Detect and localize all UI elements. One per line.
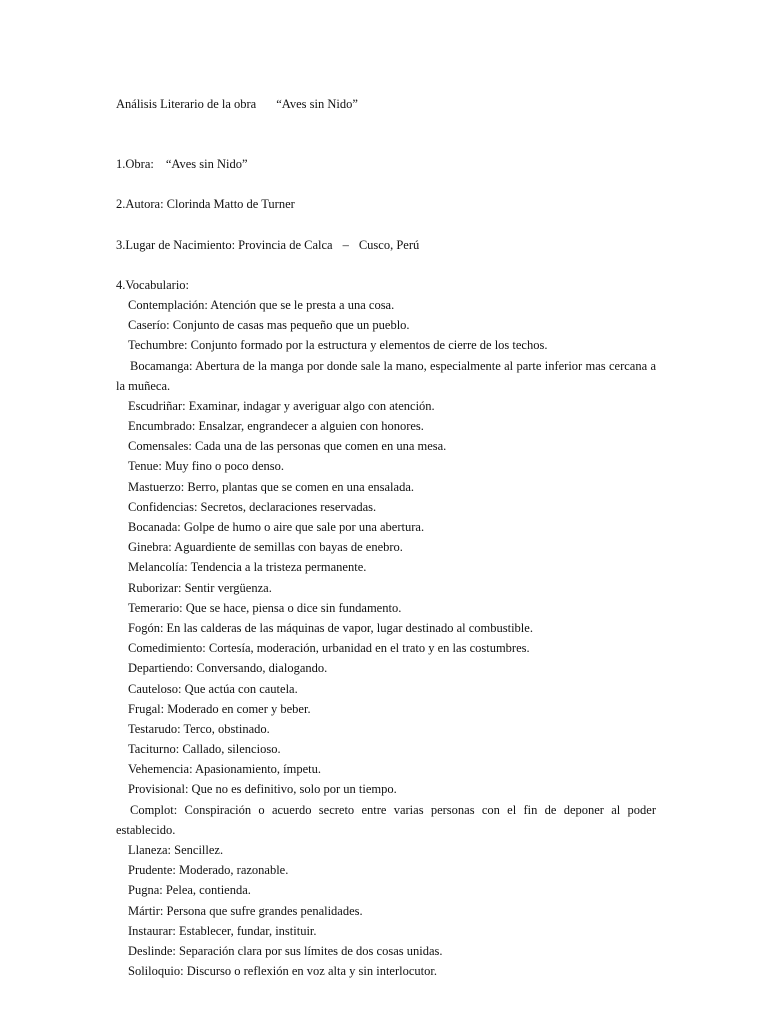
document-title xyxy=(116,94,656,114)
title-prefix: Análisis Literario de la obra xyxy=(116,97,257,111)
vocabulary-item: Tenue: Muy fino o poco denso. xyxy=(128,459,285,474)
vocabulary-item: Bocamanga: Abertura de la manga por donde sale la mano, especialmente al parte inferior mas cercana a la muñeca. xyxy=(116,358,656,393)
vocabulary-item: Techumbre: Conjunto formado por la estructura y elementos de cierre de los techos. xyxy=(128,338,548,353)
obra-label: 1.Obra: xyxy=(116,157,154,172)
lugar-label: 3.Lugar de Nacimiento: Provincia de Calca xyxy=(116,237,333,252)
vocabulary-item: Frugal: Moderado en comer y beber. xyxy=(128,701,311,716)
section-lugar xyxy=(116,235,656,255)
vocabulary-item: Instaurar: Establecer, fundar, instituir. xyxy=(128,923,317,938)
vocabulary-item: Temerario: Que se hace, piensa o dice sin fundamento. xyxy=(128,600,402,615)
vocabulary-item: Ruborizar: Sentir vergüenza. xyxy=(128,580,272,595)
vocabulary-item: Ginebra: Aguardiente de semillas con bayas de enebro. xyxy=(128,540,403,555)
vocabulary-item: Prudente: Moderado, razonable. xyxy=(128,863,289,878)
vocabulary-item: Soliloquio: Discurso o reflexión en voz alta y sin interlocutor. xyxy=(128,964,437,979)
vocabulary-item: Comedimiento: Cortesía, moderación, urbanidad en el trato y en las costumbres. xyxy=(128,641,530,656)
lugar-value: Cusco, Perú xyxy=(358,237,420,252)
vocabulary-item: Melancolía: Tendencia a la tristeza permanente. xyxy=(128,560,367,575)
vocabulary-item: Mártir: Persona que sufre grandes penalidades. xyxy=(128,903,363,918)
vocabulary-item: Llaneza: Sencillez. xyxy=(128,843,224,858)
vocabulary-list xyxy=(116,295,656,981)
vocabulary-item: Pugna: Pelea, contienda. xyxy=(128,883,251,898)
vocabulary-item: Complot: Conspiración o acuerdo secreto entre varias personas con el fin de deponer al poder establecido. xyxy=(116,802,656,837)
vocabulary-item: Bocanada: Golpe de humo o aire que sale por una abertura. xyxy=(128,520,425,535)
vocabulary-item: Encumbrado: Ensalzar, engrandecer a alguien con honores. xyxy=(128,419,424,434)
vocabulary-item: Deslinde: Separación clara por sus límites de dos cosas unidas. xyxy=(128,944,443,958)
title-work: “Aves sin Nido” xyxy=(276,97,358,111)
vocabulary-item: Confidencias: Secretos, declaraciones reservadas. xyxy=(128,499,377,514)
section-vocabulario-heading: 4.Vocabulario: xyxy=(116,277,190,292)
vocabulary-item: Comensales: Cada una de las personas que comen en una mesa. xyxy=(128,439,447,454)
vocabulary-item: Cauteloso: Que actúa con cautela. xyxy=(128,681,298,696)
lugar-separator: – xyxy=(342,237,349,252)
vocabulary-item: Caserío: Conjunto de casas mas pequeño que un pueblo. xyxy=(128,318,410,333)
section-obra xyxy=(116,154,656,174)
vocabulary-item: Contemplación: Atención que se le presta a una cosa. xyxy=(128,297,395,312)
vocabulary-item: Vehemencia: Apasionamiento, ímpetu. xyxy=(128,762,322,777)
document-page xyxy=(116,94,656,981)
vocabulary-item: Testarudo: Terco, obstinado. xyxy=(128,721,270,736)
vocabulary-item: Escudriñar: Examinar, indagar y averiguar algo con atención. xyxy=(128,398,435,413)
vocabulary-item: Fogón: En las calderas de las máquinas de vapor, lugar destinado al combustible. xyxy=(128,620,533,635)
obra-value: “Aves sin Nido” xyxy=(165,157,248,172)
vocabulary-item: Provisional: Que no es definitivo, solo por un tiempo. xyxy=(128,782,397,797)
vocabulary-item: Taciturno: Callado, silencioso. xyxy=(128,742,281,757)
vocabulary-item: Departiendo: Conversando, dialogando. xyxy=(128,661,328,676)
section-autora: 2.Autora: Clorinda Matto de Turner xyxy=(116,197,295,212)
vocabulary-item: Mastuerzo: Berro, plantas que se comen en una ensalada. xyxy=(128,479,415,494)
